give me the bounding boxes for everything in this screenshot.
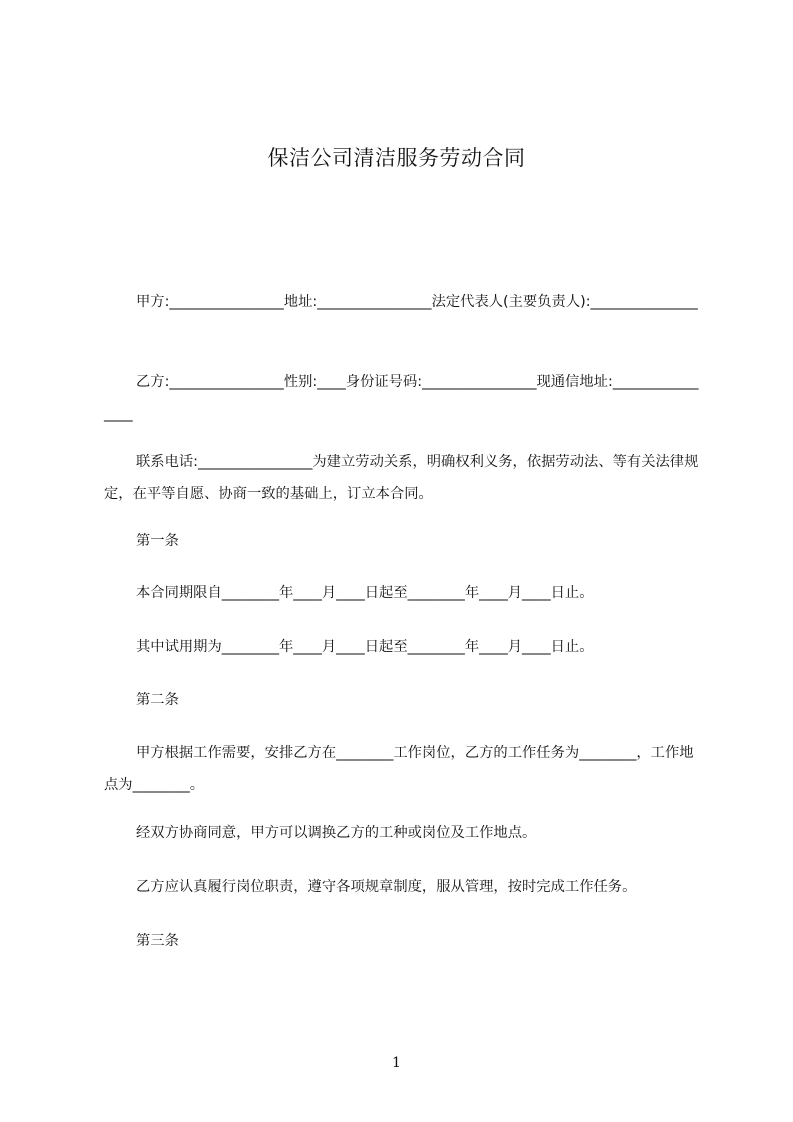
contact-and-preamble: 联系电话:________________为建立劳动关系，明确权利义务，依据劳动法、等有关法律规定，在平等自愿、协商一致的基础上，订立本合同。 [104,454,699,502]
party-b-info: 乙方:________________性别:____身份证号码:________________现通信地址:________________ [104,374,699,422]
article-1-heading: 第一条 [136,533,179,549]
party-a-info: 甲方:________________地址:________________法定代表人(主要负责人):_______________ [136,294,698,310]
job-assignment: 甲方根据工作需要，安排乙方在________工作岗位，乙方的工作任务为________，工作地点为________。 [104,745,694,793]
probation-period: 其中试用期为________年____月____日起至________年____月____日止。 [136,639,594,655]
article-2-heading: 第二条 [136,692,179,708]
contract-term: 本合同期限自________年____月____日起至________年____月____日止。 [136,585,594,601]
article-3-heading: 第三条 [136,933,179,949]
page-number: 1 [392,1055,401,1071]
employee-duties: 乙方应认真履行岗位职责，遵守各项规章制度，服从管理，按时完成工作任务。 [136,879,637,895]
document-title: 保洁公司清洁服务劳动合同 [267,146,526,170]
job-adjustment: 经双方协商同意，甲方可以调换乙方的工种或岗位及工作地点。 [136,825,537,841]
